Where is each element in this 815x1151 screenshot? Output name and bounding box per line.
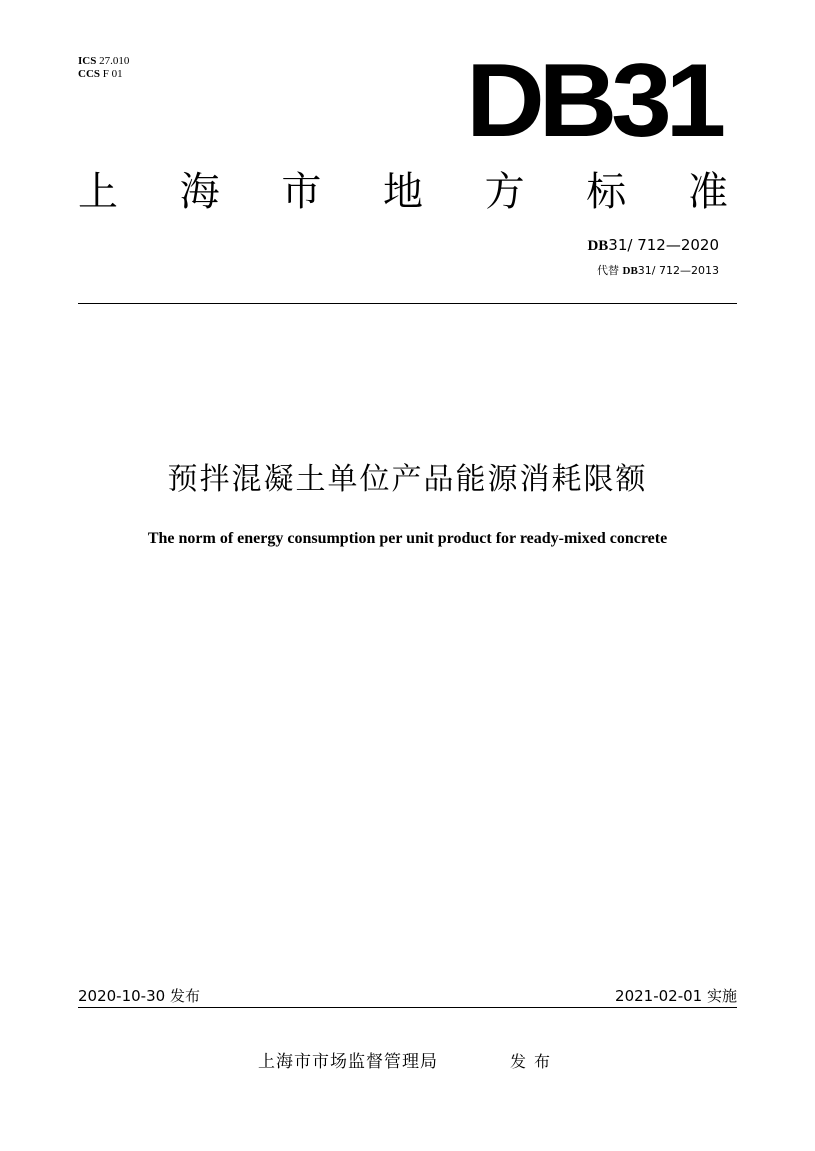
issue-action: 发布 xyxy=(510,1052,559,1071)
header-divider xyxy=(78,303,737,304)
chinese-title: 预拌混凝土单位产品能源消耗限额 xyxy=(167,462,648,497)
standard-type-char: 地 xyxy=(382,169,423,215)
replace-number: 31/ 712—2013 xyxy=(637,264,719,277)
standard-number xyxy=(587,236,719,255)
replaces-standard xyxy=(597,262,719,278)
replace-label: 代替 xyxy=(597,264,623,277)
replace-prefix: DB xyxy=(622,265,638,277)
standard-type-char: 海 xyxy=(179,169,220,215)
english-title: The norm of energy consumption per unit product for ready-mixed concrete xyxy=(147,530,668,547)
issuing-authority: 上海市市场监督管理局 xyxy=(258,1052,438,1072)
standard-type-char: 市 xyxy=(281,169,322,215)
ccs-line xyxy=(78,68,129,81)
issue-date: 2020-10-30 发布 xyxy=(78,987,200,1005)
standard-type-char: 标 xyxy=(586,169,627,215)
standard-prefix: DB xyxy=(587,238,609,254)
footer-divider xyxy=(78,1007,737,1008)
db31-logo: DB31 xyxy=(466,43,720,159)
standard-type-title xyxy=(78,168,728,216)
standard-type-char: 方 xyxy=(484,169,525,215)
ccs-code: F 01 xyxy=(102,68,123,80)
classification-codes xyxy=(78,55,129,81)
standard-type-char: 准 xyxy=(687,169,728,215)
standard-number-value: 31/ 712—2020 xyxy=(608,236,719,254)
ics-line xyxy=(78,55,129,68)
effective-date: 2021-02-01 实施 xyxy=(615,987,737,1005)
ics-label: ICS xyxy=(78,55,97,67)
ccs-label: CCS xyxy=(78,68,101,80)
ics-code: 27.010 xyxy=(99,55,130,67)
standard-type-char: 上 xyxy=(78,169,118,215)
